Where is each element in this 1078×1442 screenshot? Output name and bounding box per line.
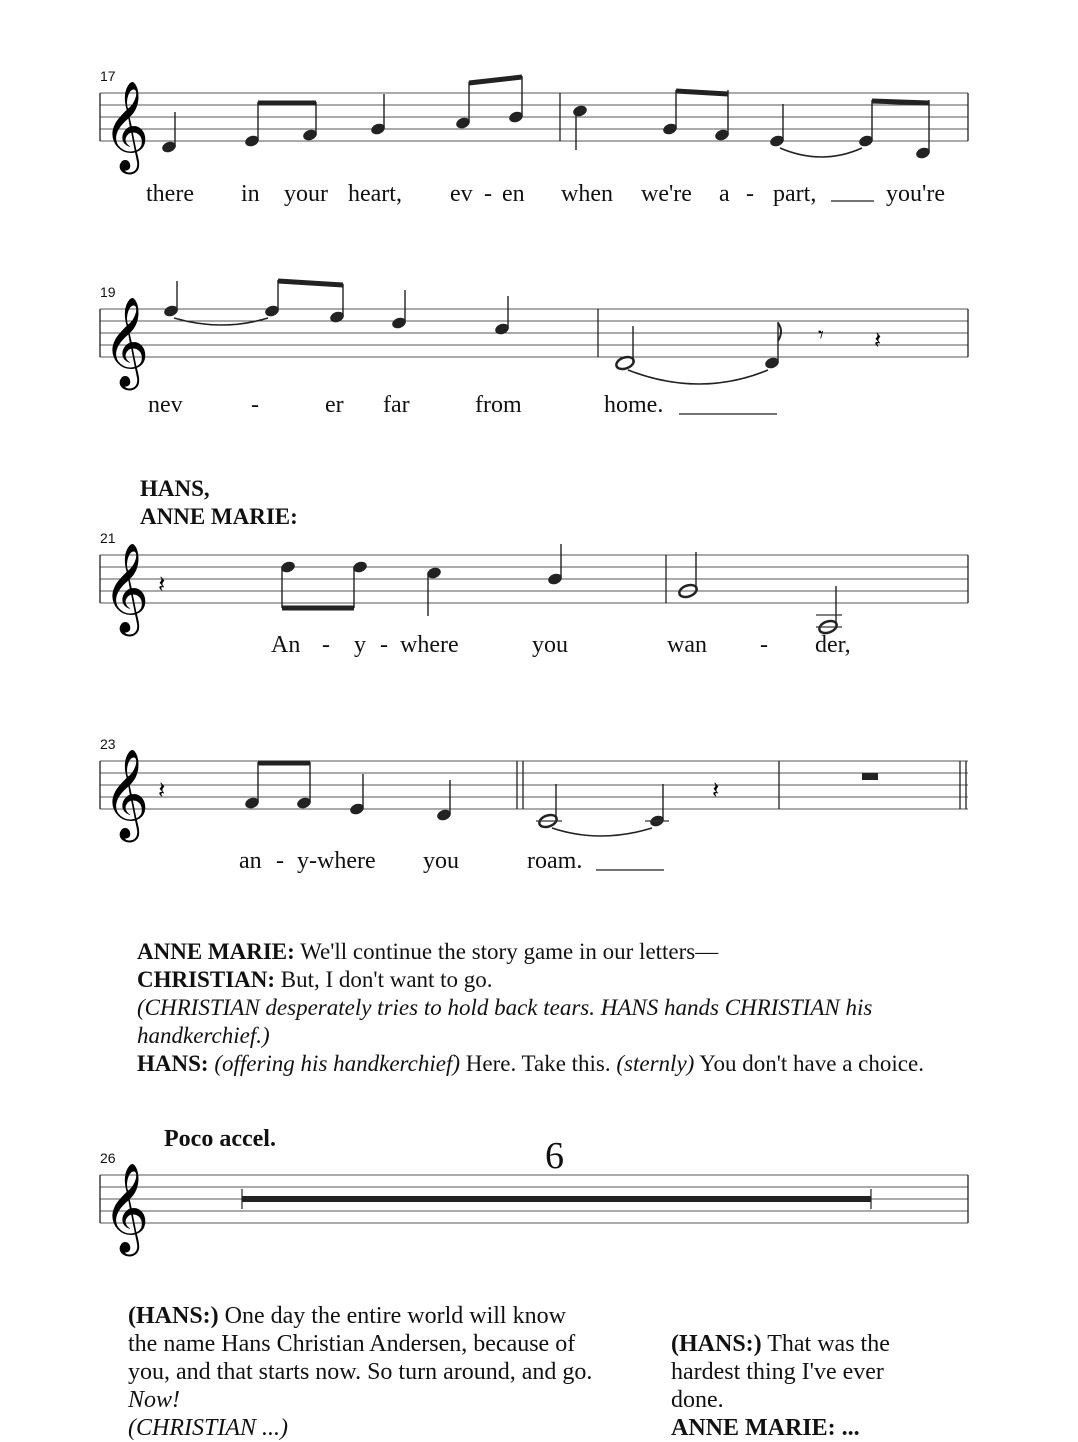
dialogue-emphasis: Now! [128, 1387, 181, 1413]
notes [280, 560, 564, 586]
singer-label: ANNE MARIE: [140, 504, 298, 529]
lyric-syllable: wan [667, 632, 707, 658]
lyric-syllable: when [561, 181, 613, 207]
lyric-syllable: in [241, 181, 260, 207]
lyric-syllable: An [271, 632, 301, 658]
staff-system-4 [0, 728, 1078, 888]
quarter-rest-icon: 𝄽 [874, 326, 882, 354]
lyric-syllable: part, [773, 181, 817, 207]
quarter-rest-icon: 𝄽 [158, 570, 166, 598]
dialogue-line [137, 966, 957, 994]
lyric-syllable: y-where [297, 848, 376, 874]
lyric-syllable: - [484, 181, 492, 207]
lyric-syllable: your [284, 181, 328, 207]
staff-notation [0, 1142, 1078, 1252]
lyric-syllable: there [146, 181, 194, 207]
treble-clef-icon: 𝄞 [103, 749, 150, 839]
dialogue-line [137, 1050, 957, 1078]
lyric-syllable: - [380, 632, 388, 658]
measure-number: 19 [100, 284, 116, 300]
notes [161, 104, 932, 160]
notes [244, 796, 666, 828]
speaker-name: (HANS:) [671, 1331, 762, 1357]
treble-clef-icon: 𝄞 [103, 297, 150, 387]
speaker-name: HANS: [137, 1051, 209, 1076]
measure-number: 23 [100, 736, 116, 752]
lyric-syllable: from [475, 392, 522, 418]
lyric-syllable: we're [641, 181, 692, 207]
dialogue-text: But, I don't want to go. [275, 967, 493, 992]
lyric-syllable: you [423, 848, 459, 874]
staff-system-1 [0, 60, 1078, 220]
dialogue-block [137, 938, 957, 1078]
dialogue-text: That was the hardest thing I've ever done. [671, 1331, 890, 1413]
lyric-syllable: er [325, 392, 344, 418]
tempo-marking: Poco accel. [164, 1126, 276, 1152]
treble-clef-icon: 𝄞 [103, 543, 150, 633]
measure-number: 21 [100, 530, 116, 546]
stage-direction: (CHRISTIAN desperately tries to hold back tears. HANS hands CHRISTIAN his handkerchief.) [137, 995, 873, 1048]
lyric-syllable: en [502, 181, 525, 207]
lyric-syllable: der, [815, 632, 851, 658]
dialogue-text: One day the entire world will know the name Hans Christian Andersen, because of you, and that starts now. So turn around, and go. [128, 1303, 593, 1385]
lyric-syllable: - [760, 632, 768, 658]
dialogue-text: We'll continue the story game in our letters— [294, 939, 719, 964]
dialogue-text: Here. Take this. [460, 1051, 617, 1076]
speaker-name: CHRISTIAN: [137, 967, 276, 992]
stage-direction-inline: (sternly) [616, 1051, 695, 1076]
lyric-syllable: you're [886, 181, 945, 207]
lyric-syllable: y [354, 632, 366, 658]
stage-direction: (CHRISTIAN ...) [128, 1415, 288, 1441]
multirest-count: 6 [545, 1135, 564, 1177]
staff-system-5 [0, 1142, 1078, 1252]
whole-rest-icon [862, 773, 878, 780]
notes [163, 304, 781, 370]
speaker-name: (HANS:) [128, 1303, 219, 1329]
lyric-syllable: home. [604, 392, 664, 418]
lyric-syllable: far [383, 392, 410, 418]
measure-number: 26 [100, 1150, 116, 1166]
lyric-syllable: an [239, 848, 262, 874]
lyric-syllable: heart, [348, 181, 402, 207]
stage-direction-inline: (offering his handkerchief) [214, 1051, 461, 1076]
speaker-name: ANNE MARIE: [137, 939, 295, 964]
lyric-syllable: - [322, 632, 330, 658]
speaker-name: ANNE MARIE: ... [671, 1415, 860, 1441]
lyric-syllable: - [251, 392, 259, 418]
staff-system-2 [0, 276, 1078, 436]
dialogue-text: You don't have a choice. [694, 1051, 924, 1076]
staff-system-3 [0, 522, 1078, 672]
dialogue-right-column [671, 1330, 891, 1442]
lyric-syllable: you [532, 632, 568, 658]
lyric-syllable: - [276, 848, 284, 874]
quarter-rest-icon: 𝄽 [712, 776, 720, 804]
treble-clef-icon: 𝄞 [103, 81, 150, 171]
dialogue-line [137, 938, 957, 966]
lyric-syllable: ev [450, 181, 473, 207]
treble-clef-icon: 𝄞 [103, 1163, 150, 1253]
lyric-syllable: nev [148, 392, 183, 418]
multirest-bar [242, 1196, 871, 1202]
lyric-syllable: a [719, 181, 730, 207]
lyric-syllable: roam. [527, 848, 583, 874]
quarter-rest-icon: 𝄽 [158, 776, 166, 804]
lyric-syllable: - [746, 181, 754, 207]
singer-label: HANS, [140, 476, 210, 501]
eighth-rest-icon: 𝄾 [818, 323, 824, 348]
measure-number: 17 [100, 68, 116, 84]
dialogue-left-column [128, 1302, 598, 1442]
lyric-syllable: where [400, 632, 459, 658]
